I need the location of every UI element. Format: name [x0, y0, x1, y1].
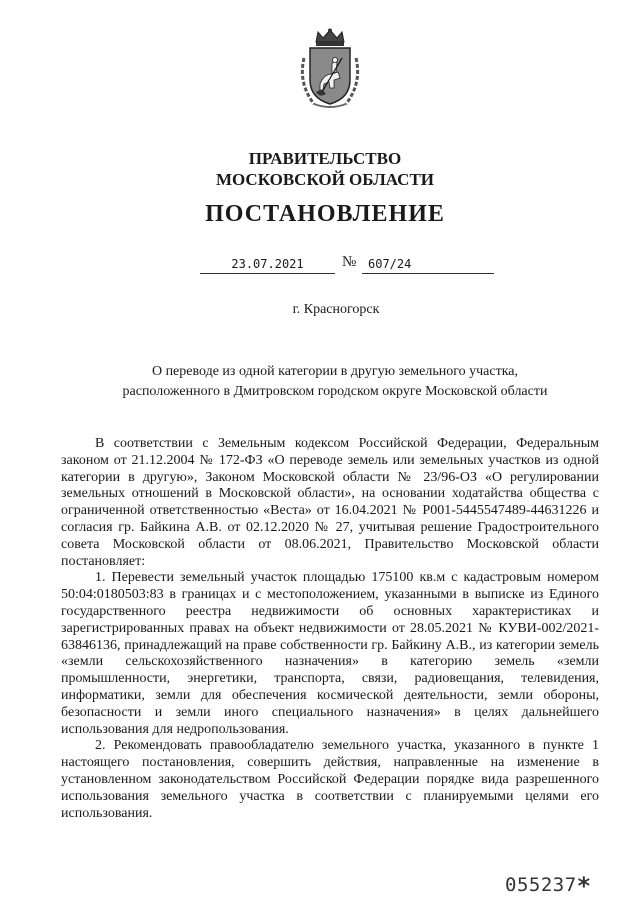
document-type-title: ПОСТАНОВЛЕНИЕ	[205, 201, 445, 227]
subject-line1: О переводе из одной категории в другую земельного участка,	[151, 364, 519, 379]
serial-stamp	[505, 872, 592, 900]
document-body	[61, 436, 599, 822]
date-number-line	[0, 255, 640, 277]
star-mark: *	[576, 872, 592, 900]
preamble-paragraph: В соответствии с Земельным кодексом Российской Федерации, Федеральным законом от 21.12.2004 № 172-ФЗ «О переводе земель или земельных участков из одной категории в другую», Законом Московской области № 23/96-ОЗ «О регулировании земельных отношений в Московской области», на основании ходатайства общества с ограниченной ответственностью «Веста» от 16.04.2021 № Р001-5445547489-44631226 и согласия гр. Байкина А.В. от 02.12.2020 № 27, учитывая решение Градостроительного совета Московской области от 08.06.2021, Правительство Московской области постановляет:	[61, 436, 599, 569]
item-2-paragraph: 2. Рекомендовать правообладателю земельного участка, указанного в пункте 1 настоящего постановления, совершить действия, направленные на изменение в установленном законодательством Российской Федерации порядке вида разрешенного использования земельного участка в соответствии с планируемыми целями его использования.	[61, 738, 599, 821]
number-sign: №	[342, 254, 357, 270]
place-of-issue: г. Красногорск	[292, 302, 380, 317]
subject-line2: расположенного в Дмитровском городском округе Московской области	[122, 384, 548, 399]
government-name-line1: ПРАВИТЕЛЬСТВО	[248, 149, 402, 168]
government-name-line2: МОСКОВСКОЙ ОБЛАСТИ	[215, 170, 435, 189]
document-date: 23.07.2021	[200, 255, 335, 274]
coat-of-arms-emblem	[296, 28, 364, 110]
document-number: 607/24	[362, 255, 494, 274]
serial-number: 055237	[505, 874, 577, 896]
item-1-paragraph: 1. Перевести земельный участок площадью 175100 кв.м с кадастровым номером 50:04:0180503:83 в границах и с местоположением, указанными в выписке из Единого государственного реестра недвижимости об основных характеристиках и зарегистрированных правах на объект недвижимости от 28.05.2021 № КУВИ-002/2021-63846136, принадлежащий на праве собственности гр. Байкину А.В., из категории земель «земли сельскохозяйственного назначения» в категорию земель «земли промышленности, энергетики, транспорта, связи, радиовещания, телевидения, информатики, земли для обеспечения космической деятельности, земли обороны, безопасности и земли иного специального назначения» в целях дальнейшего использования для недропользования.	[61, 570, 599, 737]
